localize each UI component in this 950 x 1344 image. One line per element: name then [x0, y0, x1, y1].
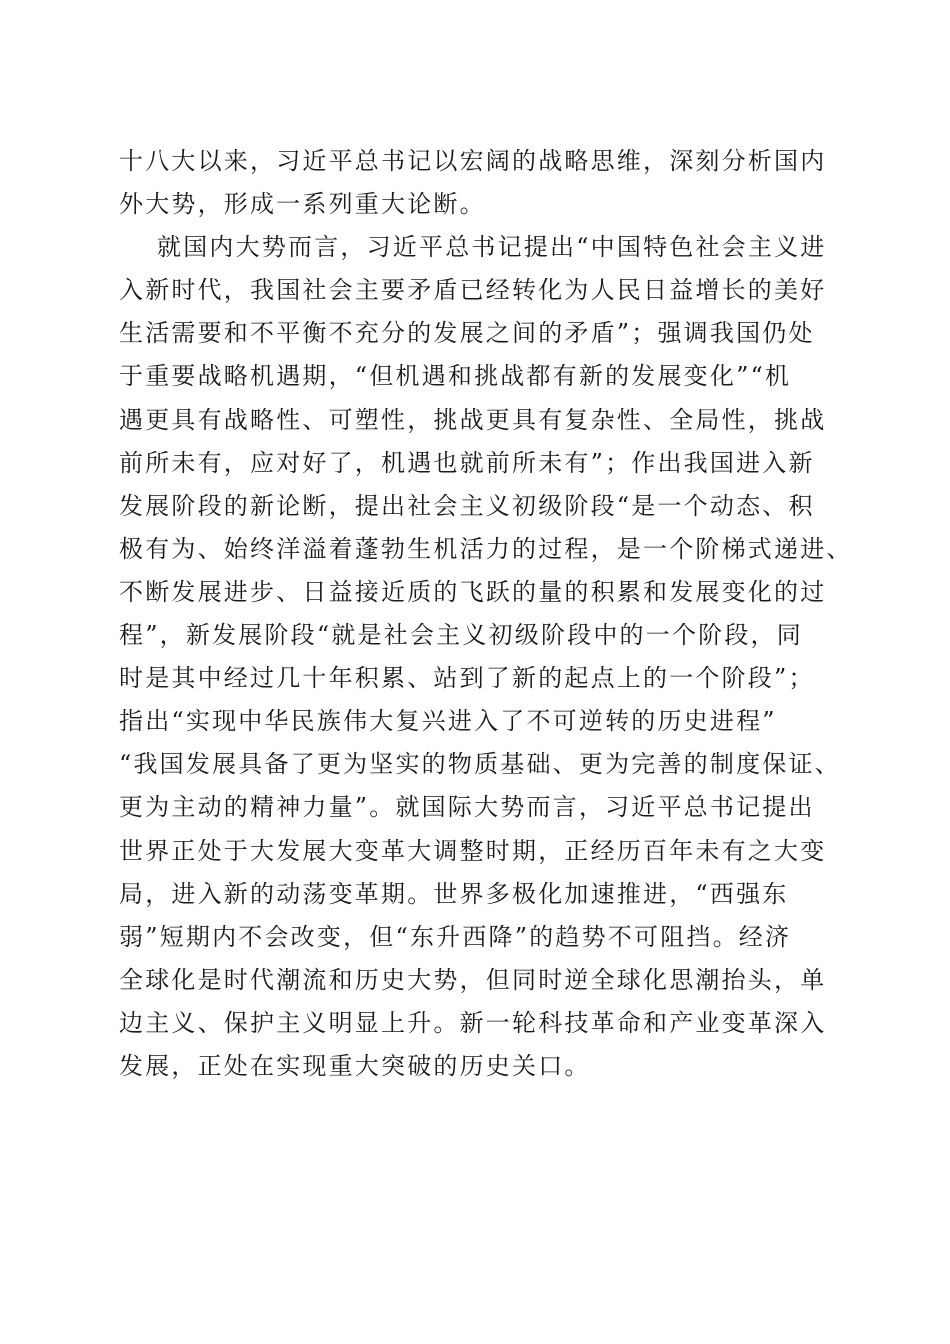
- text-line: 全球化是时代潮流和历史大势，但同时逆全球化思潮抬头，单: [119, 965, 827, 994]
- paragraph-first-line: 就国内大势而言，习近平总书记提出“中国特色社会主义进: [157, 233, 827, 262]
- text-line: 入新时代，我国社会主要矛盾已经转化为人民日益增长的美好: [119, 276, 827, 305]
- text-line: 发展，正处在实现重大突破的历史关口。: [119, 1051, 591, 1080]
- text-line: 弱”短期内不会改变，但“东升西降”的趋势不可阻挡。经济: [119, 922, 792, 951]
- text-line: 指出“实现中华民族伟大复兴进入了不可逆转的历史进程”: [119, 707, 777, 736]
- text-line: 局，进入新的动荡变革期。世界多极化加速推进，“西强东: [119, 879, 789, 908]
- text-line: 极有为、始终洋溢着蓬勃生机活力的过程，是一个阶梯式递进、: [119, 534, 853, 563]
- text-line: 不断发展进步、日益接近质的飞跃的量的积累和发展变化的过: [119, 577, 827, 606]
- text-line: 更为主动的精神力量”。就国际大势而言，习近平总书记提出: [119, 793, 815, 822]
- text-line: 程”，新发展阶段“就是社会主义初级阶段中的一个阶段，同: [119, 621, 803, 650]
- text-line: 生活需要和不平衡不充分的发展之间的矛盾”；强调我国仍处: [119, 319, 815, 348]
- text-line: 遇更具有战略性、可塑性，挑战更具有复杂性、全局性，挑战: [119, 405, 827, 434]
- text-line: 边主义、保护主义明显上升。新一轮科技革命和产业变革深入: [119, 1008, 827, 1037]
- text-line: 发展阶段的新论断，提出社会主义初级阶段“是一个动态、积: [119, 491, 815, 520]
- text-line: 十八大以来，习近平总书记以宏阔的战略思维，深刻分析国内: [119, 147, 827, 175]
- text-line: 时是其中经过几十年积累、站到了新的起点上的一个阶段”；: [119, 664, 815, 693]
- text-line: 外大势，形成一系列重大论断。: [119, 190, 486, 219]
- text-line: “我国发展具备了更为坚实的物质基础、更为完善的制度保证、: [119, 750, 841, 779]
- body-text: [119, 140, 853, 1088]
- text-line: 于重要战略机遇期，“但机遇和挑战都有新的发展变化”“机: [119, 362, 792, 391]
- text-line: 世界正处于大发展大变革大调整时期，正经历百年未有之大变: [119, 836, 827, 865]
- text-line: 前所未有，应对好了，机遇也就前所未有”；作出我国进入新: [119, 448, 815, 477]
